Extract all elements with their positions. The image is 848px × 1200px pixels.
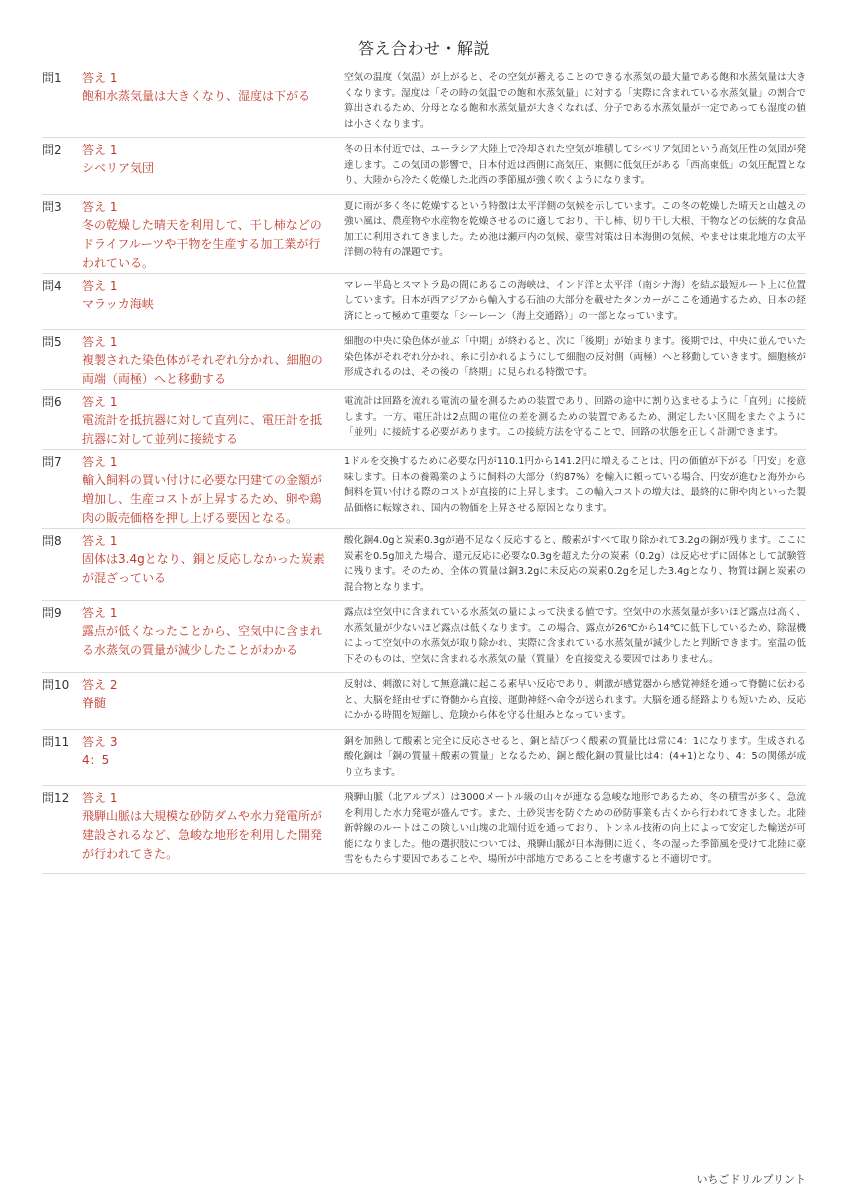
answer-text: 飛騨山脈は大規模な砂防ダムや水力発電所が建設されるなど、急峻な地形を利用した開発が行われてきた。 — [82, 809, 323, 861]
question-number: 問3 — [42, 199, 62, 214]
answer-label: 答え 1 — [82, 199, 118, 214]
explanation-text: 空気の温度（気温）が上がると、その空気が蓄えることのできる水蒸気の最大量である飽和水蒸気量は大きくなります。湿度は「その時の気温での飽和水蒸気量」に対する「実際に含まれている水蒸気量」の割合で算出されるため、分母となる飽和水蒸気量が大きくなれば、分子である水蒸気量が一定であっても湿度の値は小さくなります。 — [344, 72, 806, 130]
answer-cell — [82, 673, 338, 729]
answer-label: 答え 1 — [82, 791, 118, 805]
answer-cell — [82, 730, 338, 786]
answer-label: 答え 1 — [82, 143, 118, 157]
explanation-text: マレー半島とスマトラ島の間にあるこの海峡は、インド洋と太平洋（南シナ海）を結ぶ最短ルート上に位置しています。日本が西アジアから輸入する石油の大部分を載せたタンカーがここを通過するため、日本の経済にとって極めて重要な「シーレーン（海上交通路）」の一部となっています。 — [344, 279, 806, 322]
answer-label: 答え 2 — [82, 678, 118, 692]
table-row — [42, 195, 806, 274]
answer-text: 4：5 — [82, 752, 110, 767]
explanation-text: 反射は、刺激に対して無意識に起こる素早い反応であり、刺激が感覚器から感覚神経を通って脊髄に伝わると、大脳を経由せずに脊髄から直接、運動神経へ命令が送られます。大脳を通る経路よりも短いため、反応にかかる時間を短縮し、危険から体を守る仕組みとなっています。 — [344, 679, 806, 721]
explanation-text: 1ドルを交換するために必要な円が110.1円から141.2円に増えることは、円の価値が下がる「円安」を意味します。日本の養鶏業のように飼料の大部分（約87%）を輸入に頼っている場合、円安が進むと海外から飼料を買い付ける際のコストが直接的に上昇します。この輸入コストの増大は、最終的に卵や肉といった製品価格に転嫁され、国内の物価を上昇させる原因となります。 — [344, 456, 806, 514]
answer-label: 答え 1 — [82, 278, 118, 293]
table-row — [42, 66, 806, 138]
table-row — [42, 529, 806, 601]
answer-text: シベリア気団 — [82, 161, 155, 175]
question-number: 問1 — [42, 71, 62, 85]
answer-text: 複製された染色体がそれぞれ分かれ、細胞の両端（両極）へと移動する — [82, 353, 323, 386]
answer-cell — [82, 529, 338, 600]
question-number: 問10 — [42, 678, 70, 692]
table-row — [42, 673, 806, 730]
explanation-text: 飛騨山脈（北アルプス）は3000メートル級の山々が連なる急峻な地形であるため、冬の積雪が多く、急流を利用した水力発電が盛んです。また、土砂災害を防ぐための砂防事業も古くから行われてきました。北陸新幹線のルートはこの険しい山塊の北端付近を通っており、トンネル技術の向上によって安定した輸送が可能になりました。他の選択肢については、飛騨山脈が日本海側に近く、冬の湿った季節風を受けて北陸に豪雪をもたらす要因であることや、場所が中部地方であることを考慮すると不適切です。 — [344, 792, 806, 865]
answer-label: 答え 1 — [82, 395, 118, 409]
question-number: 問5 — [42, 335, 62, 349]
question-number: 問4 — [42, 278, 62, 293]
table-row — [42, 138, 806, 195]
answer-cell — [82, 66, 338, 137]
explanation-text: 電流計は回路を流れる電流の量を測るための装置であり、回路の途中に割り込ませるように「直列」に接続します。一方、電圧計は2点間の電位の差を測るための装置であるため、測定したい区間をまたぐように「並列」に接続する必要があります。この接続方法を守ることで、回路の状態を正しく計測できます。 — [344, 396, 806, 438]
answer-label: 答え 1 — [82, 534, 118, 548]
answer-text: 電流計を抵抗器に対して直列に、電圧計を抵抗器に対して並列に接続する — [82, 413, 323, 446]
table-row — [42, 730, 806, 787]
answer-text: 露点が低くなったことから、空気中に含まれる水蒸気の質量が減少したことがわかる — [82, 624, 323, 657]
explanation-text: 銅を加熱して酸素と完全に反応させると、銅と結びつく酸素の質量比は常に4：1になります。生成される酸化銅は「銅の質量＋酸素の質量」となるため、銅と酸化銅の質量比は4：(4+1)となり、4：5の関係が成り立ちます。 — [344, 735, 806, 778]
table-row — [42, 330, 806, 390]
answer-text: 脊髄 — [82, 696, 107, 710]
question-number: 問9 — [42, 606, 62, 620]
answer-text: 輸入飼料の買い付けに必要な円建ての金額が増加し、生産コストが上昇するため、卵や鶏肉の販売価格を押し上げる要因となる。 — [82, 473, 323, 525]
answer-label: 答え 1 — [82, 335, 118, 349]
answer-cell — [82, 450, 338, 528]
table-row — [42, 601, 806, 673]
answer-text: マラッカ海峡 — [82, 296, 154, 311]
page-title: 答え合わせ・解説 — [357, 39, 490, 58]
answer-cell — [82, 330, 338, 389]
answer-cell — [82, 786, 338, 873]
explanation-text: 夏に雨が多く冬に乾燥するという特徴は太平洋側の気候を示しています。この冬の乾燥した晴天と山越えの強い風は、農産物や水産物を乾燥させるのに適しており、干し柿、切り干し大根、干物などの伝統的な食品加工に利用されてきました。ため池は瀬戸内の気候、豪雪対策は日本海側の気候、やませは東北地方の太平洋側の特有の課題です。 — [344, 200, 806, 258]
answer-cell — [82, 195, 338, 273]
footer-brand: いちごドリルプリント — [696, 1173, 806, 1186]
table-row — [42, 786, 806, 874]
answer-text: 飽和水蒸気量は大きくなり、湿度は下がる — [82, 89, 311, 103]
question-number: 問12 — [42, 791, 70, 805]
question-number: 問11 — [42, 734, 70, 749]
answer-table — [42, 66, 806, 874]
answer-label: 答え 1 — [82, 455, 118, 469]
answer-cell — [82, 390, 338, 449]
question-number: 問8 — [42, 534, 62, 548]
question-number: 問2 — [42, 143, 62, 157]
answer-cell — [82, 601, 338, 672]
answer-label: 答え 3 — [82, 734, 118, 749]
explanation-text: 細胞の中央に染色体が並ぶ「中期」が終わると、次に「後期」が始まります。後期では、中央に並んでいた染色体がそれぞれ分かれ、糸に引かれるようにして細胞の反対側（両極）へと移動していきます。細胞核が形成されるのは、その後の「終期」に見られる特徴です。 — [344, 336, 806, 378]
table-row — [42, 274, 806, 331]
answer-text: 冬の乾燥した晴天を利用して、干し柿などのドライフルーツや干物を生産する加工業が行われている。 — [82, 217, 322, 270]
question-number: 問6 — [42, 395, 62, 409]
answer-label: 答え 1 — [82, 71, 118, 85]
explanation-text: 露点は空気中に含まれている水蒸気の量によって決まる値です。空気中の水蒸気量が多いほど露点は高く、水蒸気量が少ないほど露点は低くなります。この場合、露点が26℃から14℃に低下しているため、除湿機によって空気中の水蒸気が取り除かれ、実際に含まれている水蒸気量が減少したと判断できます。室温の低下そのものは、空気に含まれる水蒸気の量（質量）を直接変える要因ではありません。 — [344, 607, 806, 665]
question-number: 問7 — [42, 455, 62, 469]
explanation-text: 酸化銅4.0gと炭素0.3gが過不足なく反応すると、酸素がすべて取り除かれて3.2gの銅が残ります。ここに炭素を0.5g加えた場合、還元反応に必要な0.3gを超えた分の炭素（0.2g）は反応せずに固体として試験管に残ります。そのため、全体の質量は銅3.2gに未反応の炭素0.2gを足した3.4gとなり、物質は銅と炭素の混合物となります。 — [344, 535, 806, 593]
answer-text: 固体は3.4gとなり、銅と反応しなかった炭素が混ざっている — [82, 552, 325, 585]
answer-cell — [82, 274, 338, 330]
answer-cell — [82, 138, 338, 194]
table-row — [42, 450, 806, 529]
answer-label: 答え 1 — [82, 606, 118, 620]
explanation-text: 冬の日本付近では、ユーラシア大陸上で冷却された空気が堆積してシベリア気団という高気圧性の気団が発達します。この気団の影響で、日本付近は西側に高気圧、東側に低気圧がある「西高東低」の気圧配置となり、大陸から冷たく乾燥した北西の季節風が強く吹くようになります。 — [344, 144, 806, 186]
table-row — [42, 390, 806, 450]
